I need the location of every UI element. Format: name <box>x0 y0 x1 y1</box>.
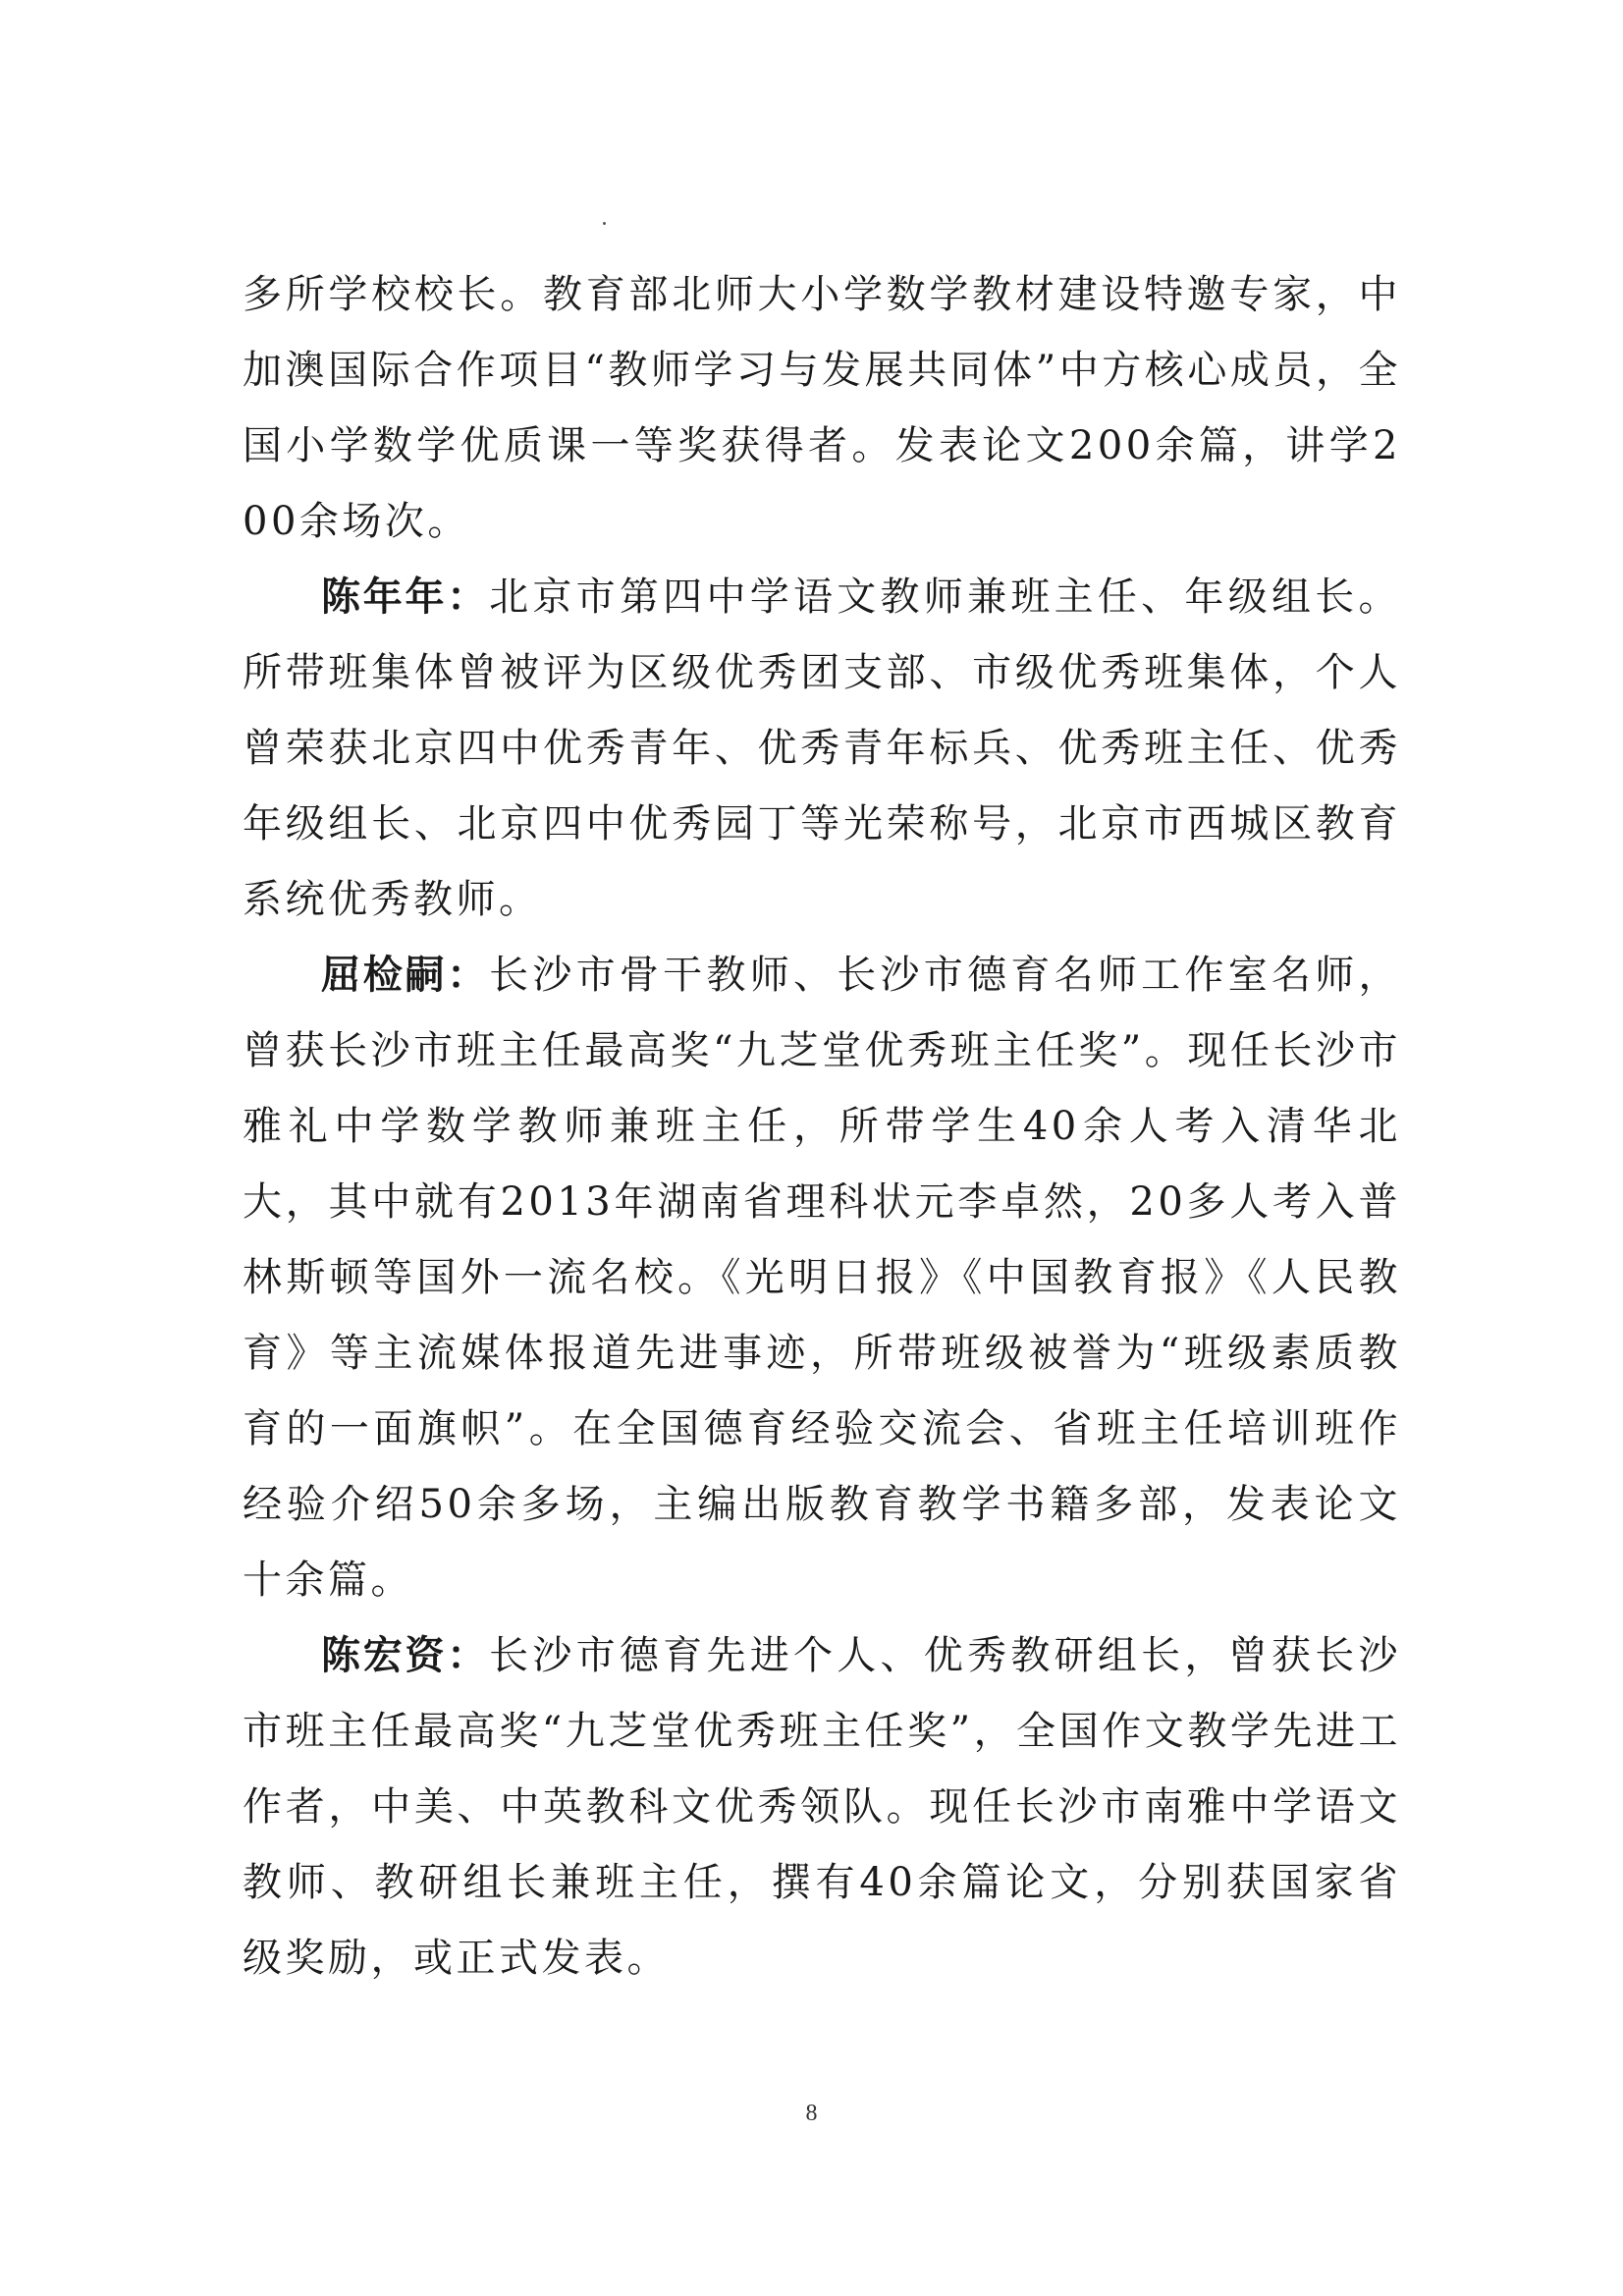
paragraph-bio-chen-niannian <box>243 560 1401 938</box>
bio-name: 陈年年： <box>321 574 490 620</box>
paragraph-text: 长沙市德育先进个人、优秀教研组长，曾获长沙市班主任最高奖“九芝堂优秀班主任奖”，全国作文教学先进工作者，中美、中英教科文优秀领队。现任长沙市南雅中学语文教师、教研组长兼班主任，撰有40余篇论文，分别获国家省级奖励，或正式发表。 <box>243 1633 1402 1981</box>
paragraph-bio-chen-hongzi <box>243 1618 1401 1996</box>
bio-name: 陈宏资： <box>321 1633 490 1678</box>
scan-speck <box>603 222 606 225</box>
document-body <box>243 257 1401 1996</box>
paragraph-text: 北京市第四中学语文教师兼班主任、年级组长。所带班集体曾被评为区级优秀团支部、市级优秀班集体，个人曾荣获北京四中优秀青年、优秀青年标兵、优秀班主任、优秀年级组长、北京四中优秀园丁等光荣称号，北京市西城区教育系统优秀教师。 <box>243 574 1402 922</box>
paragraph-text: 多所学校校长。教育部北师大小学数学教材建设特邀专家，中加澳国际合作项目“教师学习与发展共同体”中方核心成员，全国小学数学优质课一等奖获得者。发表论文200余篇，讲学200余场次。 <box>243 272 1401 544</box>
bio-name: 屈检嗣： <box>321 953 490 998</box>
page-number: 8 <box>805 2101 818 2126</box>
paragraph-bio-qu-jiansi <box>243 938 1401 1618</box>
paragraph-continuation <box>243 257 1401 560</box>
paragraph-text: 长沙市骨干教师、长沙市德育名师工作室名师，曾获长沙市班主任最高奖“九芝堂优秀班主任奖”。现任长沙市雅礼中学数学教师兼班主任，所带学生40余人考入清华北大，其中就有2013年湖南省理科状元李卓然，20多人考入普林斯顿等国外一流名校。《光明日报》《中国教育报》《人民教育》等主流媒体报道先进事迹，所带班级被誉为“班级素质教育的一面旗帜”。在全国德育经验交流会、省班主任培训班作经验介绍50余多场，主编出版教育教学书籍多部，发表论文十余篇。 <box>243 953 1402 1603</box>
